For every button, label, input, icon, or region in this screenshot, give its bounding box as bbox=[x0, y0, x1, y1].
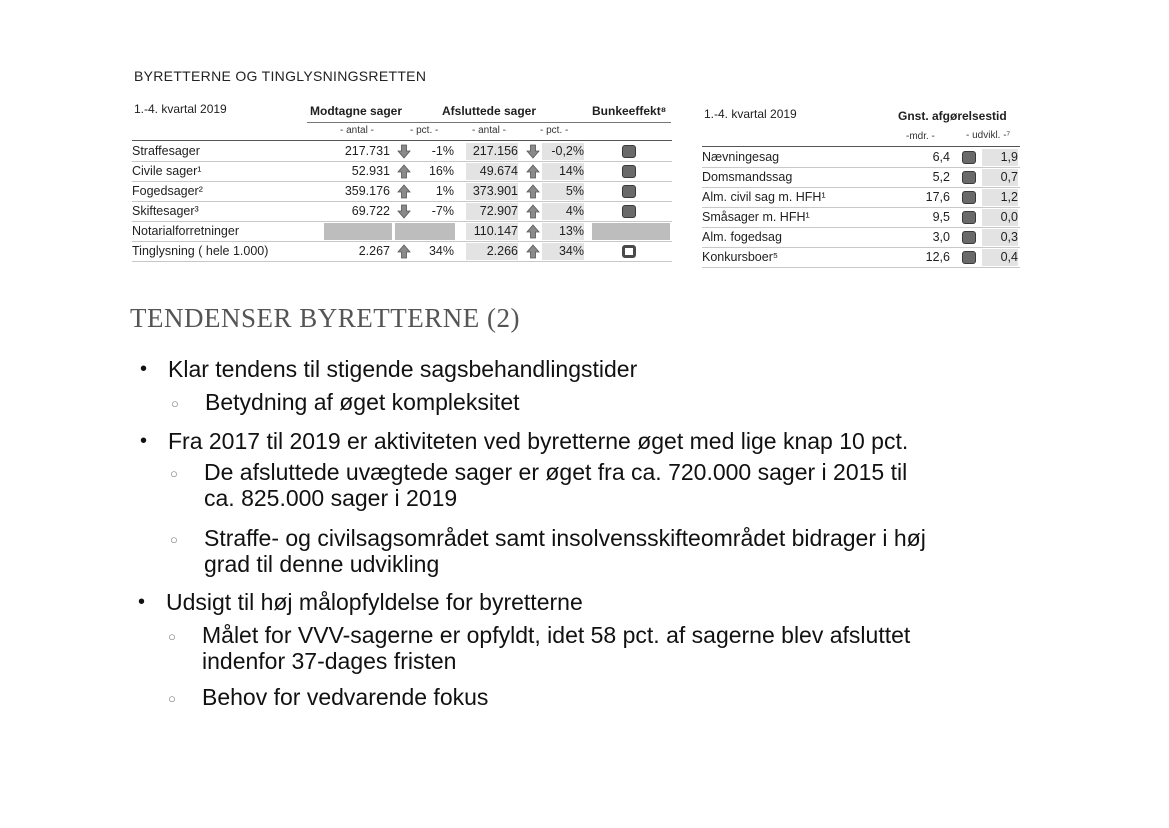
status-indicator-icon bbox=[622, 185, 636, 198]
closed-pct: 14% bbox=[542, 163, 584, 180]
bullet-circle-icon: ○ bbox=[170, 466, 178, 481]
arrow-up-icon bbox=[397, 164, 411, 179]
status-indicator-icon bbox=[962, 191, 976, 204]
status-indicator-icon bbox=[962, 151, 976, 164]
development-value: 0,4 bbox=[982, 249, 1018, 266]
arrow-up-icon bbox=[526, 164, 540, 179]
bullet-2b-line-1: Straffe- og civilsagsområdet samt insolvensskifteområdet bidrager i høj bbox=[204, 525, 926, 551]
bullet-circle-icon: ○ bbox=[168, 691, 176, 706]
received-pct: 1% bbox=[435, 184, 454, 198]
table-row bbox=[132, 242, 672, 262]
bullet-dot-icon: • bbox=[138, 591, 146, 613]
months-value: 5,2 bbox=[932, 170, 950, 184]
table-row bbox=[132, 222, 672, 242]
bullet-dot-icon: • bbox=[140, 358, 148, 380]
bullet-circle-icon: ○ bbox=[170, 532, 178, 547]
development-value: 0,7 bbox=[982, 169, 1018, 186]
status-indicator-icon bbox=[962, 171, 976, 184]
table-row bbox=[702, 148, 1020, 168]
status-indicator-icon bbox=[962, 211, 976, 224]
slide-title: TENDENSER BYRETTERNE (2) bbox=[130, 303, 520, 333]
months-value: 6,4 bbox=[932, 150, 950, 164]
bullet-3-text: Udsigt til høj målopfyldelse for byretterne bbox=[166, 589, 583, 615]
empty-cell bbox=[395, 223, 455, 240]
row-label: Notarialforretninger bbox=[132, 224, 239, 238]
arrow-up-icon bbox=[526, 204, 540, 219]
table-row bbox=[702, 248, 1020, 268]
received-count: 69.722 bbox=[351, 204, 390, 218]
bullet-circle-icon: ○ bbox=[171, 396, 179, 411]
sub-antal-received: - antal - bbox=[340, 125, 374, 136]
received-count: 2.267 bbox=[358, 244, 390, 258]
bullet-2b bbox=[170, 525, 926, 577]
arrow-up-icon bbox=[397, 244, 411, 259]
status-indicator-icon bbox=[622, 205, 636, 218]
bullet-circle-icon: ○ bbox=[168, 629, 176, 644]
row-label: Tinglysning ( hele 1.000) bbox=[132, 244, 269, 258]
received-pct: 34% bbox=[428, 244, 454, 258]
development-value: 0,0 bbox=[982, 209, 1018, 226]
row-divider bbox=[702, 267, 1020, 268]
table-row bbox=[132, 162, 672, 182]
development-value: 1,9 bbox=[982, 149, 1018, 166]
closed-count: 2.266 bbox=[466, 243, 518, 260]
table-row bbox=[132, 182, 672, 202]
arrow-up-icon bbox=[526, 244, 540, 259]
table-row bbox=[132, 202, 672, 222]
bullet-2a bbox=[170, 459, 908, 511]
months-value: 3,0 bbox=[932, 230, 950, 244]
header-received: Modtagne sager bbox=[310, 104, 403, 118]
row-label: Konkursboer⁵ bbox=[702, 250, 779, 264]
sub-antal-closed: - antal - bbox=[472, 125, 506, 136]
bullet-3b bbox=[168, 684, 489, 710]
bullet-3a-line-2: indenfor 37-dages fristen bbox=[202, 648, 457, 674]
bullet-dot-icon: • bbox=[140, 430, 148, 452]
arrow-up-icon bbox=[526, 224, 540, 239]
status-indicator-icon bbox=[962, 231, 976, 244]
bullet-2 bbox=[140, 428, 909, 454]
table-row bbox=[132, 142, 672, 162]
row-divider bbox=[132, 261, 672, 262]
sub-pct-closed: - pct. - bbox=[540, 125, 569, 136]
bullet-2a-line-1: De afsluttede uvægtede sager er øget fra ca. 720.000 sager i 2015 til bbox=[204, 459, 908, 485]
arrow-down-icon bbox=[397, 204, 411, 219]
sub-mdr: -mdr. - bbox=[906, 131, 935, 142]
header-bunkeeffekt: Bunkeeffekt⁸ bbox=[592, 104, 667, 118]
closed-pct: 13% bbox=[542, 223, 584, 240]
status-indicator-icon bbox=[622, 165, 636, 178]
table-top-rule bbox=[132, 140, 672, 141]
row-label: Civile sager¹ bbox=[132, 164, 202, 178]
right-table-top-rule bbox=[702, 146, 1020, 147]
row-label: Skiftesager³ bbox=[132, 204, 199, 218]
arrow-up-icon bbox=[397, 184, 411, 199]
sub-pct-received: - pct. - bbox=[410, 125, 439, 136]
status-indicator-icon bbox=[622, 145, 636, 158]
row-label: Fogedsager² bbox=[132, 184, 203, 198]
closed-count: 110.147 bbox=[466, 223, 518, 240]
document-title: BYRETTERNE OG TINGLYSNINGSRETTEN bbox=[134, 68, 427, 84]
closed-count: 49.674 bbox=[466, 163, 518, 180]
received-pct: -1% bbox=[431, 144, 454, 158]
empty-cell bbox=[592, 223, 670, 240]
development-value: 0,3 bbox=[982, 229, 1018, 246]
header-rule bbox=[307, 122, 671, 123]
row-label: Straffesager bbox=[132, 144, 200, 158]
table-row bbox=[702, 188, 1020, 208]
bullet-2-text: Fra 2017 til 2019 er aktiviteten ved byretterne øget med lige knap 10 pct. bbox=[168, 428, 909, 454]
development-value: 1,2 bbox=[982, 189, 1018, 206]
row-label: Nævningesag bbox=[702, 150, 780, 164]
row-label: Småsager m. HFH¹ bbox=[702, 210, 810, 224]
bullet-1 bbox=[140, 356, 638, 382]
sub-udvikl: - udvikl. -⁷ bbox=[966, 130, 1011, 141]
empty-cell bbox=[324, 223, 392, 240]
row-label: Alm. civil sag m. HFH¹ bbox=[702, 190, 826, 204]
months-value: 9,5 bbox=[932, 210, 950, 224]
bullet-1a bbox=[171, 389, 520, 415]
table-row bbox=[702, 228, 1020, 248]
table-row bbox=[702, 208, 1020, 228]
received-pct: 16% bbox=[428, 164, 454, 178]
closed-count: 217.156 bbox=[466, 143, 518, 160]
row-label: Domsmandssag bbox=[702, 170, 793, 184]
bullet-1a-text: Betydning af øget kompleksitet bbox=[205, 389, 520, 415]
arrow-up-icon bbox=[526, 184, 540, 199]
table-row bbox=[702, 168, 1020, 188]
closed-pct: 4% bbox=[542, 203, 584, 220]
bullet-3 bbox=[138, 589, 583, 615]
months-value: 17,6 bbox=[925, 190, 950, 204]
arrow-down-icon bbox=[397, 144, 411, 159]
arrow-down-icon bbox=[526, 144, 540, 159]
bullet-1-text: Klar tendens til stigende sagsbehandlingstider bbox=[168, 356, 638, 382]
received-pct: -7% bbox=[431, 204, 454, 218]
received-count: 52.931 bbox=[351, 164, 390, 178]
header-closed: Afsluttede sager bbox=[442, 104, 537, 118]
closed-pct: 5% bbox=[542, 183, 584, 200]
left-table bbox=[132, 100, 672, 270]
bullet-3a bbox=[168, 622, 911, 674]
closed-count: 373.901 bbox=[466, 183, 518, 200]
bullet-3b-text: Behov for vedvarende fokus bbox=[202, 684, 489, 710]
right-period: 1.-4. kvartal 2019 bbox=[704, 107, 797, 121]
months-value: 12,6 bbox=[925, 250, 950, 264]
header-afgoerelsestid: Gnst. afgørelsestid bbox=[898, 109, 1007, 123]
closed-count: 72.907 bbox=[466, 203, 518, 220]
row-label: Alm. fogedsag bbox=[702, 230, 782, 244]
status-indicator-icon bbox=[962, 251, 976, 264]
bullet-2b-line-2: grad til denne udvikling bbox=[204, 551, 440, 577]
left-period: 1.-4. kvartal 2019 bbox=[134, 102, 227, 116]
bullet-2a-line-2: ca. 825.000 sager i 2019 bbox=[204, 485, 458, 511]
received-count: 217.731 bbox=[344, 144, 390, 158]
closed-pct: 34% bbox=[542, 243, 584, 260]
bullet-3a-line-1: Målet for VVV-sagerne er opfyldt, idet 58 pct. af sagerne blev afsluttet bbox=[202, 622, 911, 648]
status-indicator-icon bbox=[622, 245, 636, 258]
received-count: 359.176 bbox=[344, 184, 390, 198]
closed-pct: -0,2% bbox=[542, 143, 584, 160]
right-table bbox=[702, 104, 1022, 274]
